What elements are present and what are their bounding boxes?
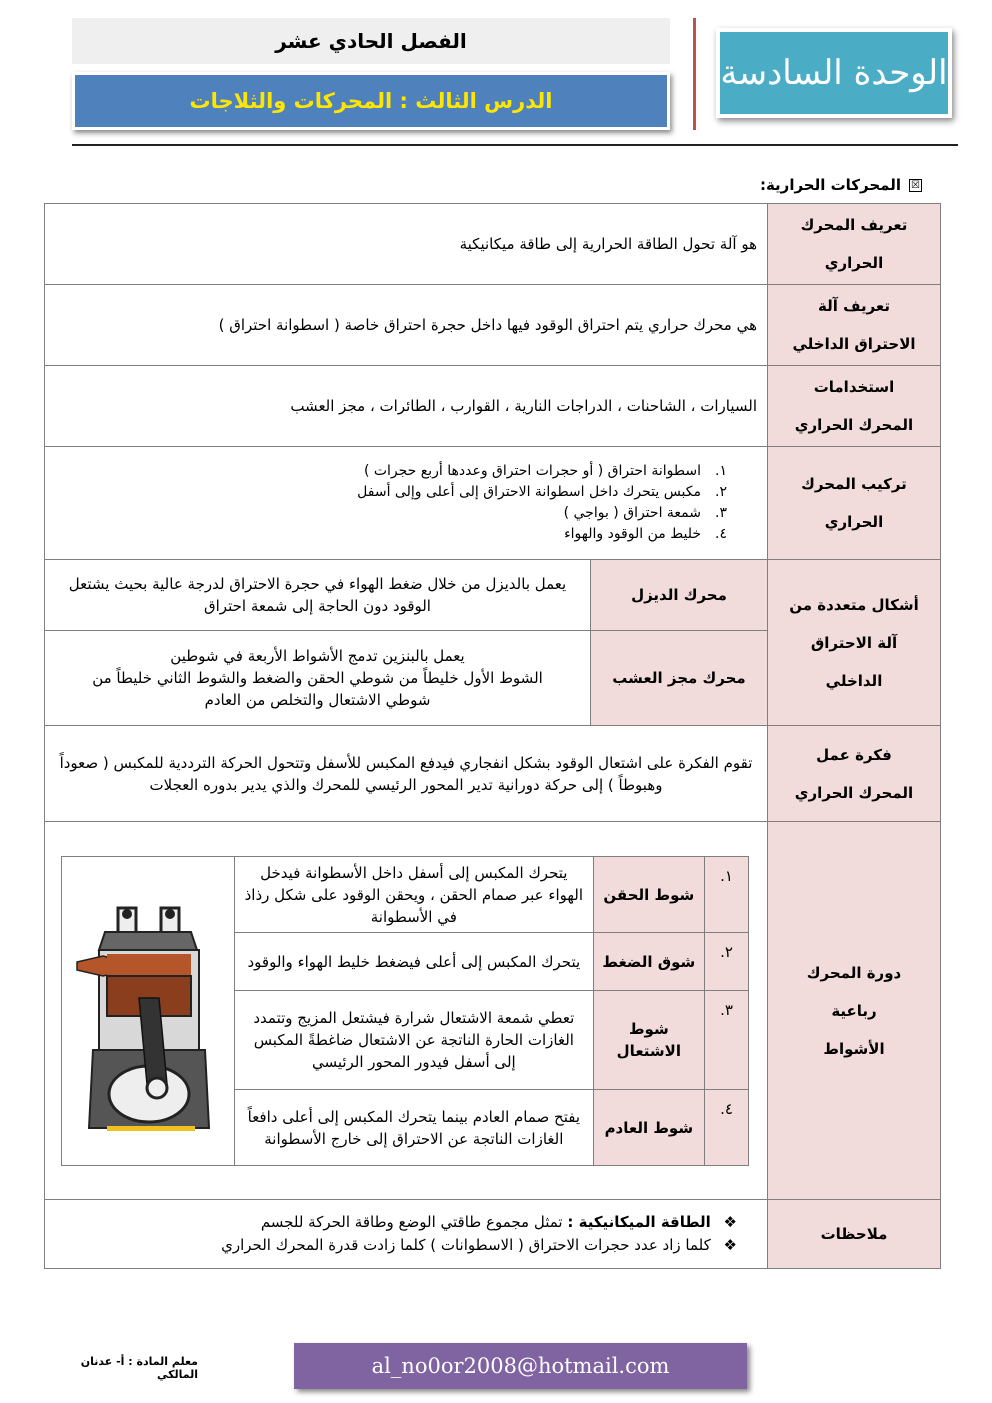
idea-text: تقوم الفكرة على اشتعال الوقود بشكل انفجاري فيدفع المكبس للأسفل وتتحول الحركة الترددية للمكبس ( صعوداً وهبوطاً ) إلى حركة دورانية تدير المحور الرئيسي للمحرك والذي يدير بدوره العجلات — [45, 726, 768, 822]
heat-engines-table — [44, 203, 941, 1269]
stroke-number: ٣. — [705, 991, 749, 1090]
engine-image-cell — [62, 857, 235, 1166]
table-row — [45, 560, 941, 631]
notes-cell — [45, 1200, 768, 1269]
section-title — [522, 176, 922, 200]
table-row — [45, 1200, 941, 1269]
table-row — [45, 366, 941, 447]
stroke-name: شوط الحقن — [593, 857, 704, 933]
table-row — [45, 204, 941, 285]
table-row — [45, 822, 941, 1200]
chapter-title: الفصل الحادي عشر — [72, 18, 670, 64]
lesson-title: الدرس الثالث : المحركات والثلاجات — [72, 72, 670, 130]
stroke-number: ١. — [705, 857, 749, 933]
bullet-icon: ❖ — [723, 1213, 737, 1231]
stroke-name: شوط العادم — [593, 1090, 704, 1166]
mower-head: محرك مجز العشب — [591, 631, 768, 726]
stroke-number: ٤. — [705, 1090, 749, 1166]
table-row — [45, 726, 941, 822]
cycle-head: دورة المحرك رباعية الأشواط — [768, 822, 941, 1200]
header-rule — [72, 144, 958, 146]
list-item: ❖ كلما زاد عدد حجرات الاحتراق ( الاسطوانات ) كلما زادت قدرة المحرك الحراري — [221, 1236, 737, 1254]
stroke-number: ٢. — [705, 933, 749, 991]
idea-head: فكرة عمل المحرك الحراري — [768, 726, 941, 822]
diesel-text: يعمل بالديزل من خلال ضغط الهواء في حجرة الاحتراق لدرجة عالية بحيث يشتعل الوقود دون الحاجة إلى شمعة احتراق — [45, 560, 591, 631]
table-row — [45, 285, 941, 366]
definition-head: تعريف المحرك الحراري — [768, 204, 941, 285]
notes-head: ملاحظات — [768, 1200, 941, 1269]
list-item: ١.اسطوانة احتراق ( أو حجرات احتراق وعددها أربع حجرات ) — [363, 463, 727, 479]
header-divider — [693, 18, 696, 130]
stroke-text: يتحرك المكبس إلى أعلى فيضغط خليط الهواء والوقود — [235, 933, 594, 991]
stroke-text: يتحرك المكبس إلى أسفل داخل الأسطوانة فيدخل الهواء عبر صمام الحقن ، ويحقن الوقود على شكل رذاذ في الأسطوانة — [235, 857, 594, 933]
table-row — [62, 857, 749, 933]
stroke-name: شوط الاشتعال — [593, 991, 704, 1090]
stroke-text: يفتح صمام العادم بينما يتحرك المكبس إلى أعلى دافعاً الغازات الناتجة عن الاحتراق إلى خارج الأسطوانة — [235, 1090, 594, 1166]
stroke-name: شوق الضغط — [593, 933, 704, 991]
teacher-name: معلم المادة : أ- عدنان المالكي — [80, 1355, 198, 1381]
structure-list — [45, 447, 768, 560]
list-item: ❖ الطاقة الميكانيكية : تمثل مجموع طاقتي الوضع وطاقة الحركة للجسم — [260, 1213, 737, 1231]
definition-text: هو آلة تحول الطاقة الحرارية إلى طاقة ميكانيكية — [45, 204, 768, 285]
uses-text: السيارات ، الشاحنات ، الدراجات النارية ، القوارب ، الطائرات ، مجز العشب — [45, 366, 768, 447]
checkbox-icon: ☒ — [909, 179, 922, 192]
ice-definition-head: تعريف آلة الاحتراق الداخلي — [768, 285, 941, 366]
list-item: ٣.شمعة احتراق ( بواجي ) — [563, 505, 727, 521]
ice-definition-text: هي محرك حراري يتم احتراق الوقود فيها داخل حجرة احتراق خاصة ( اسطوانة احتراق ) — [45, 285, 768, 366]
strokes-table — [61, 856, 749, 1166]
note-label: الطاقة الميكانيكية : — [567, 1213, 711, 1231]
mower-text: يعمل بالبنزين تدمج الأشواط الأربعة في شوطين الشوط الأول خليطاً من شوطي الحقن والضغط والشوط الثاني خليطاً من شوطي الاشتعال والتخلص من العادم — [45, 631, 591, 726]
uses-head: استخدامات المحرك الحراري — [768, 366, 941, 447]
bullet-icon: ❖ — [723, 1236, 737, 1254]
email-address: al_no0or2008@hotmail.com — [294, 1343, 747, 1389]
list-item: ٤.خليط من الوقود والهواء — [564, 526, 727, 542]
table-row — [45, 447, 941, 560]
stroke-text: تعطي شمعة الاشتعال شرارة فيشتعل المزيج وتتمدد الغازات الحارة الناتجة عن الاشتعال ضاغطةً المكبس إلى أسفل فيدور المحور الرئيسي — [235, 991, 594, 1090]
structure-head: تركيب المحرك الحراري — [768, 447, 941, 560]
section-title-text: المحركات الحرارية: — [759, 176, 901, 194]
unit-title: الوحدة السادسة — [716, 28, 952, 118]
cycle-cell — [45, 822, 768, 1200]
list-item: ٢.مكبس يتحرك داخل اسطوانة الاحتراق إلى أعلى وإلى أسفل — [357, 484, 727, 500]
forms-head: أشكال متعددة من آلة الاحتراق الداخلي — [768, 560, 941, 726]
engine-cylinder-illustration — [63, 858, 233, 1158]
diesel-head: محرك الديزل — [591, 560, 768, 631]
